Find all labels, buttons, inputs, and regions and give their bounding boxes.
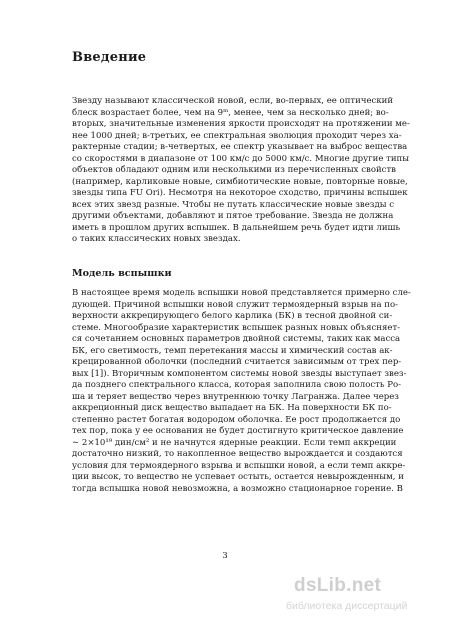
- section-title: Модель вспышки: [72, 268, 172, 279]
- text-line: ∼ 2×10¹⁹ дин/см² и не начнутся ядерные реакции. Если темп аккреции: [72, 437, 397, 448]
- text-line: В настоящее время модель вспышки новой представляется примерно сле-: [72, 288, 411, 298]
- text-line: звезды типа FU Ori). Несмотря на некоторое сходство, причины вспышек: [72, 188, 408, 198]
- text-line: другими объектами, добавляют и пятое требование. Звезда не должна: [72, 211, 394, 221]
- watermark-logo: dsLib.net: [294, 575, 382, 596]
- text-line: ша и теряет вещество через внутреннюю точку Лагранжа. Далее через: [72, 391, 399, 402]
- text-line: объектов обладают одним или несколькими из перечисленных свойств: [72, 165, 396, 175]
- text-line: (например, карликовые новые, симбиотические новые, повторные новые,: [72, 176, 408, 187]
- text-line: рактерные стадии; в-четвертых, ее спектр указывает на выброс вещества: [72, 142, 408, 152]
- page-number: 3: [222, 551, 228, 561]
- text-line: нее 1000 дней; в-третьих, ее спектральная эволюция проходит через ха-: [72, 130, 402, 141]
- text-line: ции высок, то вещество не успевает остыть, остается невырожденным, и: [72, 472, 404, 482]
- text-line: ся сочетанием основных параметров двойной системы, таких как масса: [72, 334, 401, 344]
- text-line: о таких классических новых звездах.: [72, 234, 241, 244]
- intro-paragraph: [72, 96, 410, 246]
- text-line: стеме. Многообразие характеристик вспышек разных новых объясняет-: [72, 322, 401, 333]
- text-line: блеск возрастает более, чем на 9ᵐ, менее, чем за несколько дней; во-: [72, 107, 389, 118]
- text-line: степенно растет богатая водородом оболочка. Ее рост продолжается до: [72, 414, 401, 425]
- text-line: Звезду называют классической новой, если, во-первых, ее оптический: [72, 96, 394, 106]
- text-line: дующей. Причиной вспышки новой служит термоядерный взрыв на по-: [72, 299, 399, 310]
- text-line: верхности аккрецирующего белого карлика (БК) в тесной двойной си-: [72, 311, 393, 321]
- text-line: тех пор, пока у ее основания не будет достигнуто критическое давление: [72, 426, 404, 436]
- watermark-subtitle: библиотека диссертаций: [286, 600, 408, 612]
- text-line: условия для термоядерного взрыва и вспышки новой, а если темп аккре-: [72, 460, 406, 471]
- text-line: тогда вспышка новой невозможна, а возможно стационарное горение. В: [72, 483, 403, 494]
- model-paragraph: [72, 288, 411, 495]
- text-line: достаточно низкий, то накопленное вещество вырождается и создаются: [72, 449, 403, 459]
- text-line: всех этих звезд разные. Чтобы не путать классические новые звезды с: [72, 199, 395, 210]
- text-line: со скоростями в диапазоне от 100 км/с до 5000 км/с. Многие другие типы: [72, 153, 410, 164]
- text-line: иметь в прошлом других вспышек. В дальнейшем речь будет идти лишь: [72, 222, 401, 233]
- text-line: БК, его светимость, темп перетекания массы и химический состав ак-: [72, 345, 393, 356]
- text-line: вых [1]). Вторичным компонентом системы новой звезды выступает звез-: [72, 368, 407, 379]
- text-line: да позднего спектрального класса, которая заполнила свою полость Ро-: [72, 380, 402, 390]
- text-line: аккреционный диск вещество выпадает на БК. На поверхности БК по-: [72, 403, 392, 413]
- text-line: вторых, значительные изменения яркости происходят на протяжении ме-: [72, 119, 410, 129]
- text-line: крецированной оболочки (последний считается зависимым от трех пер-: [72, 357, 402, 367]
- page-heading: Введение: [72, 50, 147, 65]
- watermark[interactable]: [286, 575, 436, 617]
